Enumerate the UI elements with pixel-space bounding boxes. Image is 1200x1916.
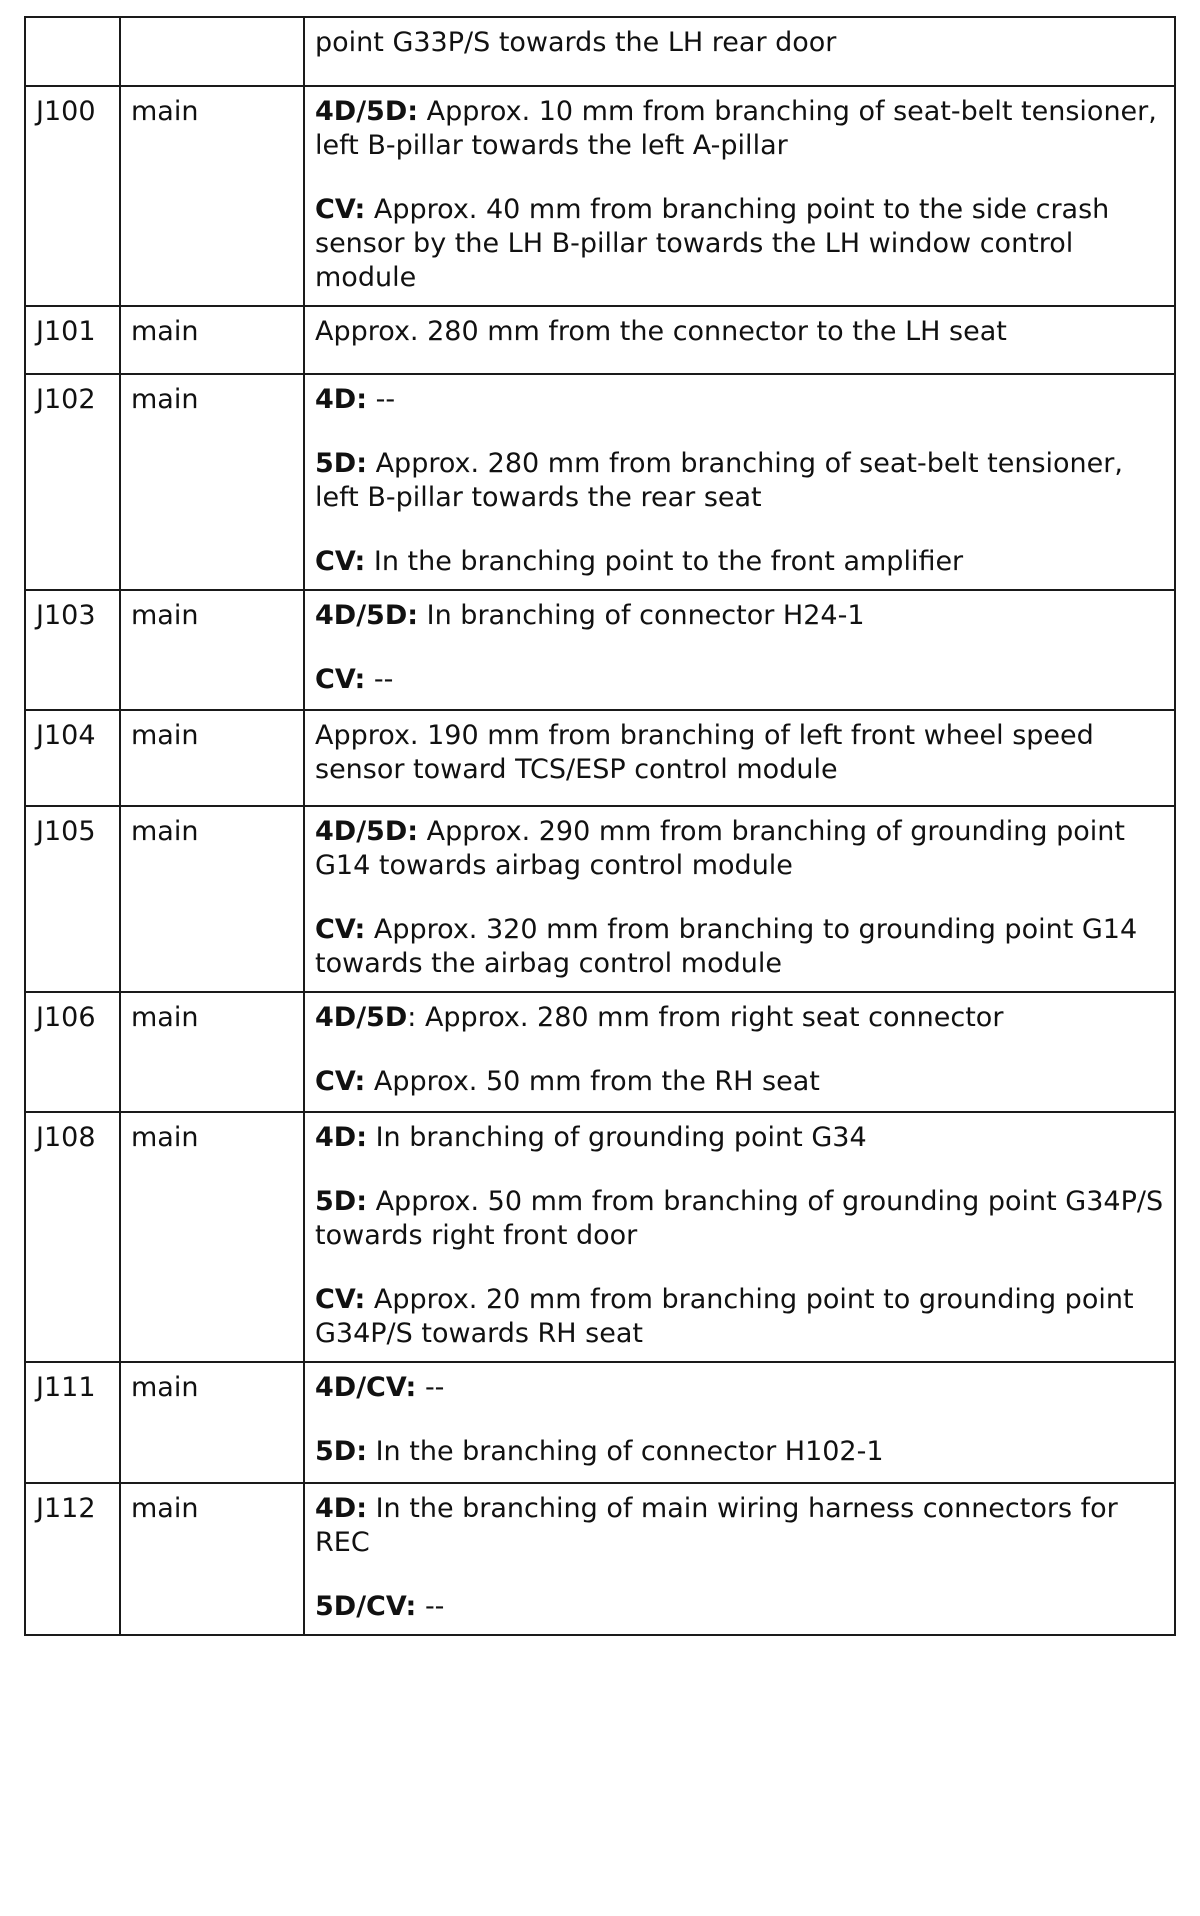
- variant-label: 4D/5D:: [315, 96, 419, 127]
- table-row: [25, 17, 1175, 86]
- location-entry: [315, 383, 1164, 417]
- location-text: In the branching point to the front amplifier: [365, 546, 964, 577]
- location-entry: [315, 913, 1164, 981]
- location-entry: [315, 1492, 1164, 1560]
- connector-id-cell: J104: [25, 710, 120, 806]
- location-text: In branching of grounding point G34: [367, 1122, 867, 1153]
- location-entry: [315, 1283, 1164, 1351]
- location-description-cell: [304, 306, 1175, 374]
- location-entry: [315, 447, 1164, 515]
- location-text: --: [416, 1591, 445, 1622]
- harness-cell: main: [120, 992, 304, 1112]
- location-entry: [315, 545, 1164, 579]
- variant-label: 4D/5D: [315, 1002, 408, 1033]
- location-entry: [315, 719, 1164, 787]
- location-text: In the branching of main wiring harness connectors for REC: [315, 1493, 1118, 1558]
- variant-label: 4D/5D:: [315, 600, 419, 631]
- connector-id-cell: J100: [25, 86, 120, 306]
- harness-cell: main: [120, 806, 304, 992]
- harness-cell: main: [120, 1483, 304, 1635]
- location-entry: [315, 1371, 1164, 1405]
- connector-id-cell: J101: [25, 306, 120, 374]
- variant-label: 4D:: [315, 384, 367, 415]
- location-text: Approx. 20 mm from branching point to grounding point G34P/S towards RH seat: [315, 1284, 1134, 1349]
- table-row: [25, 806, 1175, 992]
- variant-label: CV:: [315, 194, 366, 225]
- harness-cell: main: [120, 86, 304, 306]
- location-description-cell: [304, 86, 1175, 306]
- variant-label: CV:: [315, 546, 366, 577]
- location-text: Approx. 280 mm from the connector to the LH seat: [315, 316, 1007, 347]
- location-entry: [315, 95, 1164, 163]
- location-entry: [315, 815, 1164, 883]
- variant-label: 5D/CV:: [315, 1591, 417, 1622]
- location-description-cell: [304, 992, 1175, 1112]
- location-text: Approx. 10 mm from branching of seat-belt tensioner, left B-pillar towards the left A-pillar: [315, 96, 1157, 161]
- location-description-cell: [304, 806, 1175, 992]
- location-description-cell: [304, 1362, 1175, 1483]
- location-text: --: [367, 384, 396, 415]
- variant-label: 5D:: [315, 448, 367, 479]
- location-entry: [315, 1121, 1164, 1155]
- variant-label: 4D/5D:: [315, 816, 419, 847]
- table-row: [25, 306, 1175, 374]
- variant-label: CV:: [315, 664, 366, 695]
- location-entry: [315, 26, 1164, 60]
- table-row: [25, 590, 1175, 710]
- variant-label: CV:: [315, 1284, 366, 1315]
- location-description-cell: [304, 710, 1175, 806]
- location-entry: [315, 315, 1164, 349]
- location-description-cell: [304, 17, 1175, 86]
- harness-cell: main: [120, 1112, 304, 1362]
- variant-label: 5D:: [315, 1436, 367, 1467]
- location-entry: [315, 1185, 1164, 1253]
- harness-cell: main: [120, 306, 304, 374]
- location-text: Approx. 190 mm from branching of left front wheel speed sensor toward TCS/ESP control module: [315, 720, 1094, 785]
- table-row: [25, 374, 1175, 590]
- connector-id-cell: J112: [25, 1483, 120, 1635]
- connector-id-cell: [25, 17, 120, 86]
- location-text: --: [416, 1372, 445, 1403]
- location-entry: [315, 1435, 1164, 1469]
- harness-cell: [120, 17, 304, 86]
- harness-cell: main: [120, 374, 304, 590]
- table-row: [25, 1483, 1175, 1635]
- location-text: In the branching of connector H102-1: [367, 1436, 884, 1467]
- connector-id-cell: J103: [25, 590, 120, 710]
- location-text: Approx. 290 mm from branching of grounding point G14 towards airbag control module: [315, 816, 1125, 881]
- location-text: point G33P/S towards the LH rear door: [315, 27, 837, 58]
- location-text: Approx. 50 mm from the RH seat: [365, 1066, 820, 1097]
- location-entry: [315, 193, 1164, 295]
- location-entry: [315, 1001, 1164, 1035]
- location-text: Approx. 50 mm from branching of grounding point G34P/S towards right front door: [315, 1186, 1164, 1251]
- harness-cell: main: [120, 710, 304, 806]
- table-body: [25, 17, 1175, 1635]
- location-description-cell: [304, 1483, 1175, 1635]
- variant-label: 4D/CV:: [315, 1372, 417, 1403]
- connector-id-cell: J105: [25, 806, 120, 992]
- connector-location-table: [24, 16, 1176, 1636]
- variant-label: 4D:: [315, 1122, 367, 1153]
- connector-id-cell: J102: [25, 374, 120, 590]
- location-entry: [315, 599, 1164, 633]
- location-text: --: [365, 664, 394, 695]
- location-entry: [315, 663, 1164, 697]
- location-text: In branching of connector H24-1: [418, 600, 865, 631]
- table-row: [25, 1362, 1175, 1483]
- location-text: Approx. 40 mm from branching point to the side crash sensor by the LH B-pillar towards the LH window control module: [315, 194, 1110, 293]
- location-description-cell: [304, 1112, 1175, 1362]
- variant-label: CV:: [315, 914, 366, 945]
- variant-label: 5D:: [315, 1186, 367, 1217]
- location-entry: [315, 1590, 1164, 1624]
- location-text: Approx. 280 mm from branching of seat-belt tensioner, left B-pillar towards the rear seat: [315, 448, 1123, 513]
- table-row: [25, 86, 1175, 306]
- table-row: [25, 710, 1175, 806]
- location-text: : Approx. 280 mm from right seat connector: [407, 1002, 1004, 1033]
- harness-cell: main: [120, 1362, 304, 1483]
- variant-label: 4D:: [315, 1493, 367, 1524]
- location-description-cell: [304, 374, 1175, 590]
- connector-id-cell: J111: [25, 1362, 120, 1483]
- location-description-cell: [304, 590, 1175, 710]
- harness-cell: main: [120, 590, 304, 710]
- table-row: [25, 1112, 1175, 1362]
- location-entry: [315, 1065, 1164, 1099]
- variant-label: CV:: [315, 1066, 366, 1097]
- connector-id-cell: J106: [25, 992, 120, 1112]
- connector-id-cell: J108: [25, 1112, 120, 1362]
- location-text: Approx. 320 mm from branching to grounding point G14 towards the airbag control module: [315, 914, 1138, 979]
- table-row: [25, 992, 1175, 1112]
